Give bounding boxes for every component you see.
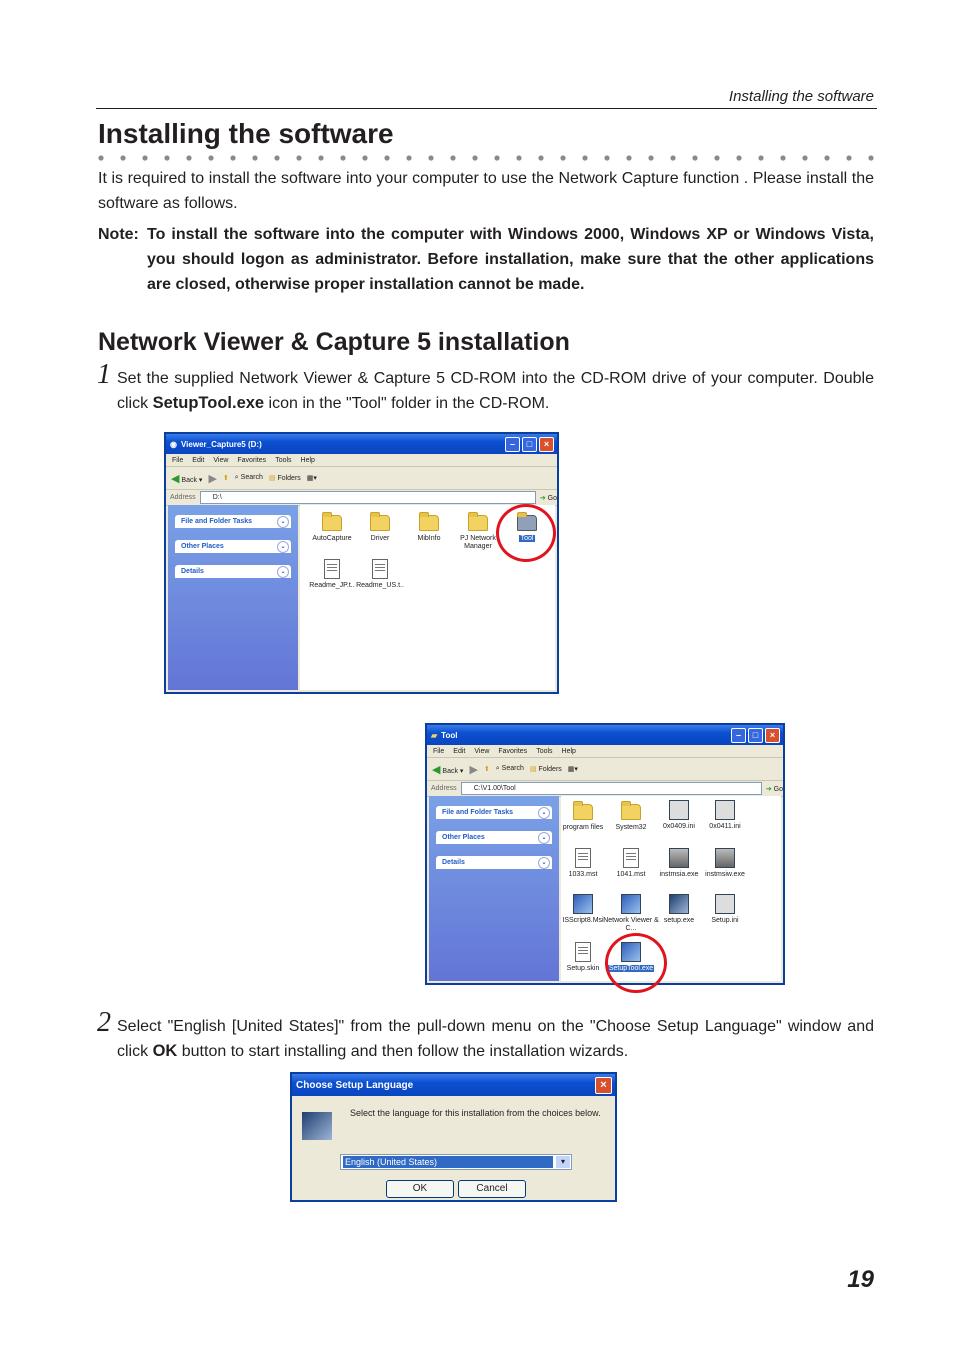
views-icon[interactable]: ▦▾ — [567, 766, 578, 773]
step-1-number: 1 — [97, 359, 111, 390]
menu-edit[interactable]: Edit — [192, 456, 205, 464]
step-2-text-b: button to start installing and then follow the installation wizards. — [177, 1043, 629, 1060]
item-label: Setup.ini — [711, 917, 739, 924]
item-label: instmsiw.exe — [705, 871, 745, 878]
window-title: Viewer_Capture5 (D:) — [180, 439, 262, 449]
address-label: Address — [170, 494, 196, 501]
skin-file-icon — [575, 942, 591, 962]
maximize-button[interactable]: □ — [748, 728, 763, 743]
menu-bar — [166, 454, 557, 467]
item-label: instmsia.exe — [659, 871, 699, 878]
header-rule — [96, 108, 877, 109]
address-label: Address — [431, 785, 457, 792]
folder-icon — [621, 804, 641, 820]
divider-dot — [472, 155, 477, 160]
maximize-button[interactable]: □ — [522, 437, 537, 452]
msi-file-icon — [573, 894, 593, 914]
chevron-down-icon[interactable]: ⌄ — [277, 516, 289, 528]
go-arrow-icon: ➔ — [765, 785, 772, 793]
search-button[interactable] — [235, 474, 263, 482]
item-label: System32 — [615, 824, 647, 831]
task-label: File and Folder Tasks — [442, 809, 514, 816]
task-details[interactable] — [175, 565, 291, 578]
setup-exe-icon — [669, 894, 689, 914]
back-label: Back — [442, 767, 458, 775]
go-label: Go — [773, 785, 783, 793]
item-label: ISScript8.Msi — [562, 917, 604, 924]
settings-file-icon — [715, 800, 735, 820]
divider-dot — [296, 155, 301, 160]
close-button[interactable]: × — [595, 1077, 612, 1094]
settings-file-icon — [669, 800, 689, 820]
item-label: 1041.mst — [616, 871, 646, 878]
installer-file-icon — [623, 848, 639, 868]
step-1-text-b: icon in the "Tool" folder in the CD-ROM. — [264, 395, 550, 412]
chevron-down-icon[interactable]: ▾ — [556, 1156, 570, 1168]
task-label: Other Places — [181, 543, 224, 550]
divider-dot — [406, 155, 411, 160]
divider-dot — [560, 155, 565, 160]
menu-file[interactable]: File — [433, 747, 445, 755]
chevron-down-icon[interactable]: ⌄ — [277, 541, 289, 553]
step-1-text — [117, 366, 874, 416]
divider-dot — [648, 155, 653, 160]
divider-dot — [142, 155, 147, 160]
dialog-message: Select the language for this installation from the choices below. — [350, 1108, 601, 1118]
up-folder-icon[interactable]: ⬆ — [483, 766, 490, 773]
menu-bar — [427, 745, 783, 758]
divider-dot — [208, 155, 213, 160]
divider-dot — [252, 155, 257, 160]
file-item[interactable] — [695, 848, 755, 879]
go-button[interactable] — [540, 494, 557, 502]
step-2-emphasis: OK — [152, 1042, 178, 1060]
item-label: Readme_US.t.. — [356, 582, 404, 589]
task-file-folder[interactable] — [175, 515, 291, 528]
section-title: Installing the software — [98, 118, 394, 149]
divider-dot — [868, 155, 873, 160]
item-label: Driver — [370, 535, 390, 542]
page-number: 19 — [847, 1266, 874, 1293]
divider-dot — [538, 155, 543, 160]
address-input[interactable]: C:\V1.00\Tool — [461, 782, 762, 795]
divider-dot — [186, 155, 191, 160]
menu-view[interactable]: View — [474, 747, 490, 755]
close-button[interactable]: × — [539, 437, 554, 452]
divider-dot — [318, 155, 323, 160]
chevron-down-icon[interactable]: ⌄ — [538, 857, 550, 869]
text-file-icon — [324, 559, 340, 579]
file-item[interactable] — [695, 800, 755, 831]
step-2-text-a: Select "English [United States]" from the pull-down menu on the "Choose Setup Language" window and click — [117, 1018, 874, 1060]
explorer-window-tool — [425, 723, 785, 985]
language-select[interactable] — [340, 1154, 572, 1170]
task-details[interactable] — [436, 856, 552, 869]
folder-icon — [370, 515, 390, 531]
subsection-title: Network Viewer & Capture 5 installation — [98, 328, 570, 356]
search-label: Search — [501, 765, 524, 772]
task-label: Other Places — [442, 834, 485, 841]
step-2-text — [117, 1014, 874, 1064]
file-item[interactable] — [695, 894, 755, 925]
item-label: SetupTool.exe — [608, 965, 654, 972]
choose-language-dialog — [290, 1072, 617, 1202]
minimize-button[interactable]: – — [505, 437, 520, 452]
drive-icon: ◉ — [170, 439, 177, 449]
divider-dot — [758, 155, 763, 160]
folders-label: Folders — [538, 766, 562, 773]
window-titlebar[interactable] — [427, 725, 783, 745]
divider-dot — [626, 155, 631, 160]
close-button[interactable]: × — [765, 728, 780, 743]
folder-icon — [573, 804, 593, 820]
dotted-divider — [98, 153, 876, 163]
divider-dot — [428, 155, 433, 160]
task-pane — [429, 796, 559, 981]
task-other-places[interactable] — [175, 540, 291, 553]
folders-label: Folders — [277, 475, 301, 482]
installer-logo-icon — [302, 1112, 332, 1140]
go-arrow-icon: ➔ — [539, 494, 546, 502]
step-1-text-a: Set the supplied Network Viewer & Capture 5 CD-ROM into the CD-ROM drive of your computer. Double click — [117, 370, 874, 412]
divider-dot — [846, 155, 851, 160]
folder-icon: ▰ — [431, 730, 438, 740]
views-icon[interactable]: ▦▾ — [306, 475, 317, 482]
installer-file-icon — [575, 848, 591, 868]
task-pane — [168, 505, 298, 690]
chevron-down-icon[interactable]: ⌄ — [277, 566, 289, 578]
toolbar — [166, 467, 557, 490]
divider-dot — [516, 155, 521, 160]
divider-dot — [604, 155, 609, 160]
divider-dot — [274, 155, 279, 160]
folders-icon: ▤ — [529, 766, 537, 773]
window-title: Tool — [441, 730, 458, 740]
forward-icon[interactable]: ▶ — [469, 763, 478, 776]
task-other-places[interactable] — [436, 831, 552, 844]
divider-dot — [714, 155, 719, 160]
back-arrow-icon: ◀ — [432, 763, 441, 776]
item-label: MibInfo — [417, 535, 441, 542]
divider-dot — [450, 155, 455, 160]
msi-file-icon — [621, 894, 641, 914]
folders-icon: ▤ — [268, 475, 276, 482]
menu-view[interactable]: View — [213, 456, 229, 464]
menu-help[interactable]: Help — [561, 747, 576, 755]
cancel-button[interactable]: Cancel — [458, 1180, 526, 1198]
search-icon: ⌕ — [495, 765, 500, 772]
note-text: To install the software into the computer with Windows 2000, Windows XP or Windows Vista, you should logon as administrator. Before installation, make sure that the other applications are closed, otherwise proper installation cannot be made. — [147, 226, 874, 293]
menu-favorites[interactable]: Favorites — [237, 456, 267, 464]
folder-icon — [419, 515, 439, 531]
divider-dot — [736, 155, 741, 160]
dialog-title: Choose Setup Language — [296, 1079, 414, 1091]
item-label: Setup.skin — [566, 965, 600, 972]
minimize-button[interactable]: – — [731, 728, 746, 743]
address-bar — [166, 490, 557, 506]
item-label: 0x0411.ini — [709, 823, 741, 830]
divider-dot — [670, 155, 675, 160]
folders-button[interactable] — [269, 474, 301, 482]
divider-dot — [802, 155, 807, 160]
step-1-emphasis: SetupTool.exe — [152, 394, 265, 412]
divider-dot — [230, 155, 235, 160]
running-header: Installing the software — [728, 88, 874, 105]
address-input[interactable]: D:\ — [200, 491, 536, 504]
search-label: Search — [240, 474, 263, 481]
exe-file-icon — [715, 848, 735, 868]
exe-file-icon — [669, 848, 689, 868]
item-label: setup.exe — [663, 917, 695, 924]
back-arrow-icon: ◀ — [171, 472, 180, 485]
language-selected-value: English (United States) — [343, 1156, 553, 1168]
search-button[interactable] — [496, 765, 524, 773]
chevron-down-icon[interactable]: ⌄ — [538, 832, 550, 844]
back-label: Back — [181, 476, 197, 484]
folder-icon — [322, 515, 342, 531]
note-block — [98, 222, 874, 297]
divider-dot — [494, 155, 499, 160]
divider-dot — [164, 155, 169, 160]
settings-file-icon — [715, 894, 735, 914]
search-icon: ⌕ — [234, 474, 239, 481]
menu-help[interactable]: Help — [300, 456, 315, 464]
task-label: Details — [181, 568, 204, 575]
go-button[interactable] — [766, 785, 783, 793]
go-label: Go — [547, 494, 557, 502]
divider-dot — [824, 155, 829, 160]
toolbar — [427, 758, 783, 781]
task-label: Details — [442, 859, 465, 866]
divider-dot — [362, 155, 367, 160]
text-file-icon — [372, 559, 388, 579]
item-label: Readme_JP.t.. — [309, 582, 355, 589]
item-label: Tool — [520, 535, 534, 542]
file-view — [561, 796, 781, 981]
ok-button[interactable]: OK — [386, 1180, 454, 1198]
highlight-circle-setuptool — [605, 933, 667, 993]
item-label: 0x0409.ini — [663, 823, 695, 830]
item-label: AutoCapture — [312, 535, 352, 542]
menu-file[interactable]: File — [172, 456, 184, 464]
item-label: PJ Network Manager — [460, 535, 496, 550]
forward-icon[interactable]: ▶ — [208, 472, 217, 485]
menu-tools[interactable]: Tools — [275, 456, 292, 464]
menu-tools[interactable]: Tools — [536, 747, 553, 755]
folders-button[interactable] — [530, 765, 562, 773]
dialog-titlebar[interactable] — [292, 1074, 615, 1096]
divider-dot — [98, 155, 103, 160]
task-file-folder[interactable] — [436, 806, 552, 819]
task-label: File and Folder Tasks — [181, 518, 253, 525]
file-item[interactable] — [350, 559, 410, 590]
highlight-circle-tool — [496, 504, 556, 562]
back-button[interactable]: ◀ Back ▾ — [171, 472, 203, 485]
note-label: Note: — [98, 226, 139, 243]
intro-paragraph: It is required to install the software into your computer to use the Network Capture function . Please install the software as follows. — [98, 170, 874, 212]
item-label: Network Viewer & C... — [603, 917, 659, 932]
divider-dot — [582, 155, 587, 160]
menu-edit[interactable]: Edit — [453, 747, 466, 755]
divider-dot — [340, 155, 345, 160]
item-label: program files — [562, 824, 604, 831]
window-titlebar[interactable] — [166, 434, 557, 454]
divider-dot — [780, 155, 785, 160]
divider-dot — [384, 155, 389, 160]
chevron-down-icon[interactable]: ⌄ — [538, 807, 550, 819]
explorer-window-cd — [164, 432, 559, 694]
back-button[interactable]: ◀ Back ▾ — [432, 763, 464, 776]
step-2-number: 2 — [97, 1007, 111, 1038]
divider-dot — [692, 155, 697, 160]
folder-icon — [468, 515, 488, 531]
divider-dot — [120, 155, 125, 160]
menu-favorites[interactable]: Favorites — [498, 747, 528, 755]
item-label: 1033.mst — [568, 871, 598, 878]
up-folder-icon[interactable]: ⬆ — [222, 475, 229, 482]
address-bar — [427, 781, 783, 797]
